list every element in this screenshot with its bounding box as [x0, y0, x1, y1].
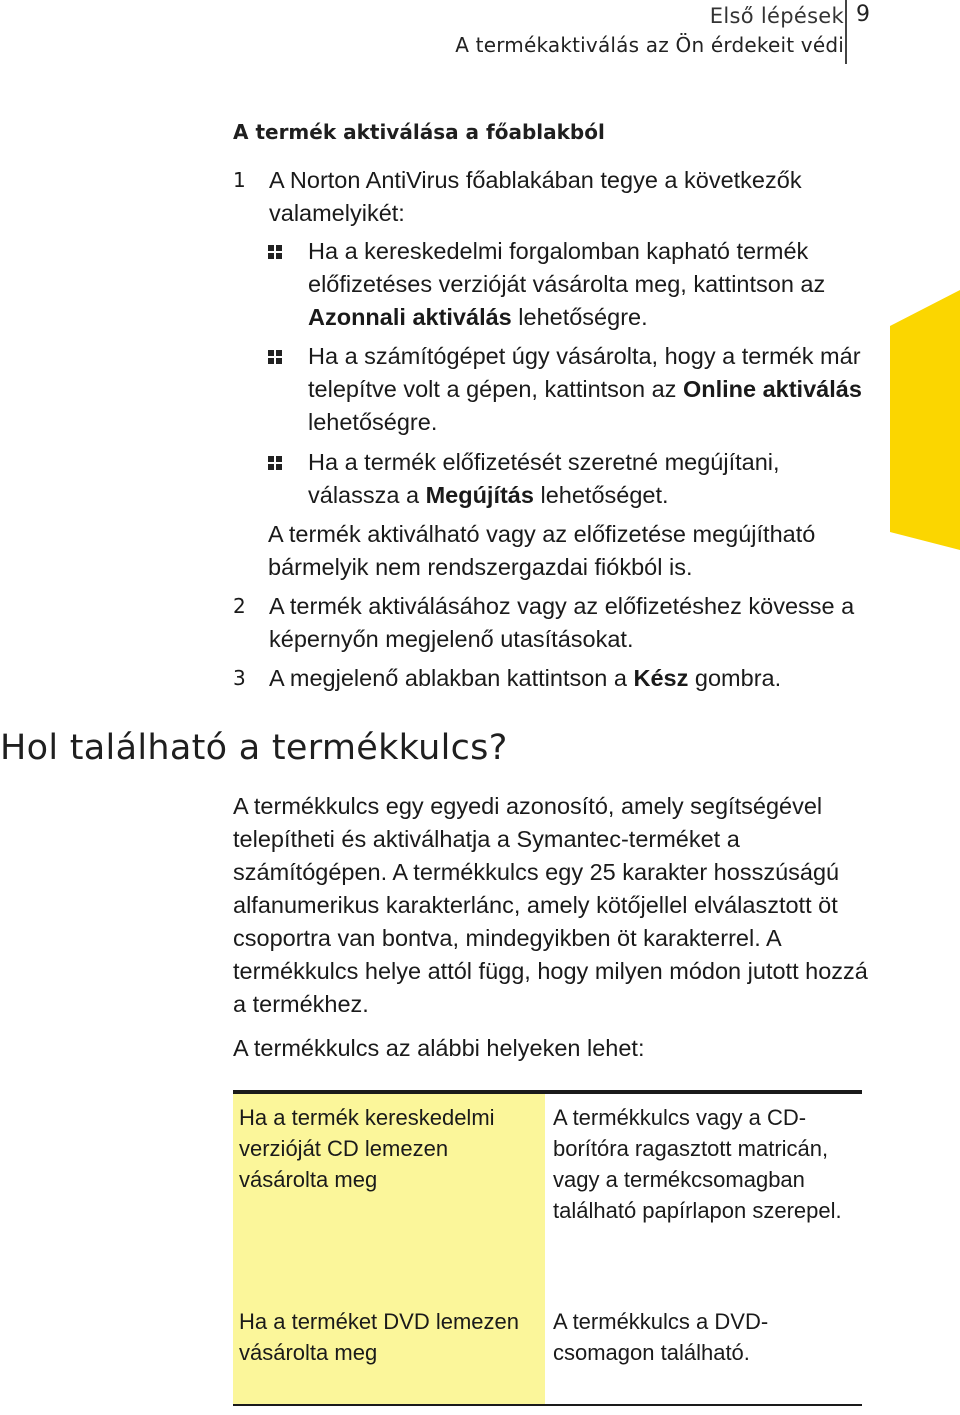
table-cell-condition: Ha a termék kereskedelmi verzióját CD lemezen vásárolta meg	[233, 1094, 545, 1298]
step-number: 1	[233, 168, 246, 192]
step-number: 3	[233, 666, 246, 690]
table-cell-location: A termékkulcs a DVD-csomagon található.	[553, 1309, 769, 1365]
running-header	[455, 0, 844, 60]
table-cell-condition: Ha a terméket DVD lemezen vásárolta meg	[233, 1298, 545, 1404]
bullet-icon	[268, 245, 282, 259]
step-text: A megjelenő ablakban kattintson a Kész gombra.	[269, 665, 782, 691]
bullet-text: Ha a számítógépet úgy vásárolta, hogy a termék már telepítve volt a gépen, kattintson az Online aktiválás lehetőségre.	[308, 343, 862, 435]
step-text: A termék aktiválásához vagy az előfizetéshez kövesse a képernyőn megjelenő utasításokat.	[269, 593, 855, 652]
body-paragraph: A termékkulcs egy egyedi azonosító, amely segítségével telepítheti és aktiválhatja a Symantec-terméket a számítógépen. A termékkulcs egy 25 karakter hosszúságú alfanumerikus karakterlánc, amely kötőjellel elválasztott öt csoportra van bontva, mindegyikben öt karakterrel. A termékkulcs helye attól függ, hogy milyen módon jutott hozzá a termékhez.	[233, 793, 868, 1017]
table-cell-location: A termékkulcs vagy a CD-borítóra ragasztott matricán, vagy a termékcsomagban található papírlapon szerepel.	[553, 1105, 842, 1223]
body-paragraph: A termékkulcs az alábbi helyeken lehet:	[233, 1035, 645, 1061]
bullet-icon	[268, 350, 282, 364]
product-key-table	[233, 1090, 862, 1406]
step-3	[233, 662, 873, 695]
bullet-item	[268, 235, 868, 334]
table-bottom-rule	[233, 1404, 862, 1406]
bullet-item	[268, 340, 868, 439]
step-note: A termék aktiválható vagy az előfizetése megújítható bármelyik nem rendszergazdai fiókból is.	[268, 521, 816, 580]
bullet-text: Ha a termék előfizetését szeretné megújítani, válassza a Megújítás lehetőséget.	[308, 449, 780, 508]
header-divider	[845, 0, 847, 64]
section-title: A termékaktiválás az Ön érdekeit védi	[455, 33, 844, 57]
table-row	[233, 1094, 862, 1298]
bullet-icon	[268, 456, 282, 470]
page-number: 9	[856, 2, 870, 27]
chapter-title: Első lépések	[709, 4, 844, 28]
chapter-tab-marker	[890, 290, 960, 550]
bullet-item	[268, 446, 868, 512]
step-number: 2	[233, 594, 246, 618]
table-row	[233, 1298, 862, 1404]
section-heading: Hol található a termékkulcs?	[0, 728, 508, 768]
step-text: A Norton AntiVirus főablakában tegye a következők valamelyikét:	[269, 167, 802, 226]
bullet-text: Ha a kereskedelmi forgalomban kapható termék előfizetéses verzióját vásárolta meg, kattintson az Azonnali aktiválás lehetőségre.	[308, 238, 826, 330]
procedure-heading: A termék aktiválása a főablakból	[233, 120, 605, 144]
step-1	[233, 164, 873, 230]
step-2	[233, 590, 873, 656]
